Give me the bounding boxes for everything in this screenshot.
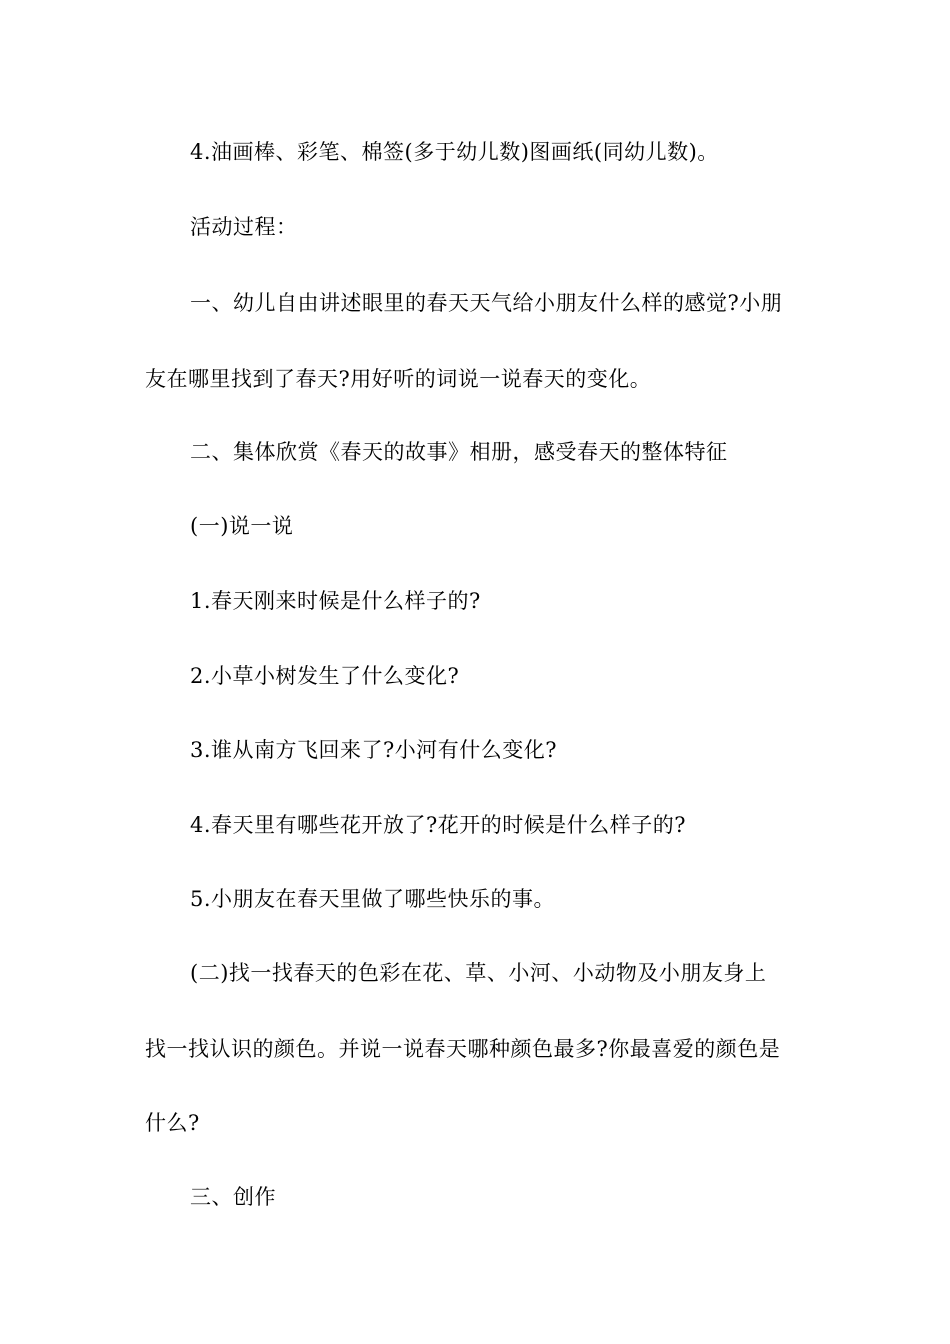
- subsection-find-line-3: 什么?: [145, 1111, 200, 1135]
- step-two-heading: 二、集体欣赏《春天的故事》相册，感受春天的整体特征: [190, 440, 728, 464]
- question-2: 2.小草小树发生了什么变化?: [190, 664, 460, 688]
- subsection-find-line-1: (二)找一找春天的色彩在花、草、小河、小动物及小朋友身上: [190, 961, 767, 985]
- materials-item-4: 4.油画棒、彩笔、棉签(多于幼儿数)图画纸(同幼儿数)。: [190, 140, 719, 164]
- question-5: 5.小朋友在春天里做了哪些快乐的事。: [190, 887, 556, 911]
- step-three-heading: 三、创作: [190, 1185, 276, 1209]
- step-one-line-1: 一、幼儿自由讲述眼里的春天天气给小朋友什么样的感觉?小朋: [190, 291, 783, 315]
- subsection-say: (一)说一说: [190, 514, 294, 538]
- question-3: 3.谁从南方飞回来了?小河有什么变化?: [190, 738, 558, 762]
- question-1: 1.春天刚来时候是什么样子的?: [190, 589, 481, 613]
- question-4: 4.春天里有哪些花开放了?花开的时候是什么样子的?: [190, 813, 687, 837]
- subsection-find-line-2: 找一找认识的颜色。并说一说春天哪种颜色最多?你最喜爱的颜色是: [145, 1037, 781, 1061]
- step-one-line-2: 友在哪里找到了春天?用好听的词说一说春天的变化。: [145, 367, 652, 391]
- section-heading-activity-process: 活动过程：: [190, 215, 298, 239]
